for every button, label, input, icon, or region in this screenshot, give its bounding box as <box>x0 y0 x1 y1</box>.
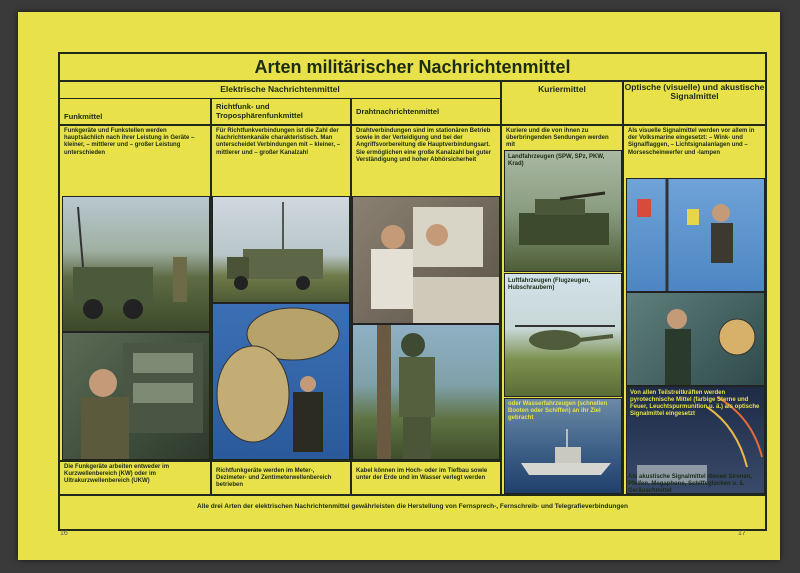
page-number-left: 16 <box>60 530 68 537</box>
divider <box>60 460 500 462</box>
photo-relay-truck <box>212 196 350 303</box>
photo-radio-operator <box>62 332 210 460</box>
caption-pyro: Von allen Teilstreitkräften werden pyrotechnische Mittel (farbige Sterne und Feuer, Leuchtspurmunition u. ä.) als optische Signalmittel eingesetzt <box>630 390 760 417</box>
band-optical: Optische (visuelle) und akustische Signalmittel <box>624 82 765 101</box>
photo-cable-soldier <box>352 324 500 460</box>
caption-land: Landfahrzeugen (SPW, SPz, PKW, Krad) <box>508 154 605 167</box>
page-title: Arten militärischer Nachrichtenmittel <box>60 54 765 82</box>
photo-signal-lamp <box>626 292 765 386</box>
draht-text: Drahtverbindungen sind im stationären Betrieb sowie in der Verteidigung und bei der Angriffsvorbereitung die Hauptverbindungsart. Sie ermöglichen eine große Kanalzahl bei guter Verständigung und hoher Abhörsicherheit <box>356 128 492 163</box>
kurier-text: Kuriere und die von ihnen zu überbringenden Sendungen werden mit <box>506 128 609 149</box>
footer-note: Alle drei Arten der elektrischen Nachrichtenmittel gewährleisten die Herstellung von Fernsprech-, Fernschreib- und Telegrafieverbindungen <box>60 494 765 529</box>
draht-head: Drahtnachrichtenmittel <box>356 107 440 116</box>
funk-text: Funkgeräte und Funkstellen werden hauptsächlich nach ihrer Leistung in Geräte – kleiner, – mittlerer und – großer Leistung unterschieden <box>64 128 195 156</box>
page-number-right: 17 <box>738 530 746 537</box>
funk-head: Funkmittel <box>64 112 103 121</box>
caption-air: Luftfahrzeugen (Flugzeugen, Hubschraubern) <box>508 278 590 291</box>
photo-dish-antenna <box>212 303 350 460</box>
richtfunk-caption: Richtfunkgeräte werden im Meter-, Dezimeter- und Zentimeterwellenbereich betrieben <box>216 468 332 489</box>
acoustic-caption: Als akustische Signalmittel dienen Sirenen, Pfeifen, Megaphone, Schiffsglocken u. ä. Geräuschmittel <box>628 474 753 495</box>
optisch-text: Als visuelle Signalmittel werden vor allem in der Volksmarine eingesetzt: – Wink- und Signalflaggen, – Lichtsignalanlagen und – Morsescheinwerfer und -lampen <box>628 128 755 156</box>
band-electric: Elektrische Nachrichtenmittel <box>60 80 500 99</box>
divider <box>502 124 765 126</box>
photo-switchboard <box>352 196 500 324</box>
caption-water: oder Wasserfahrzeugen (schnellen Booten oder Schiffen) an ihr Ziel gebracht <box>508 401 608 421</box>
photo-signal-flags <box>626 178 765 292</box>
band-courier: Kuriermittel <box>538 84 586 94</box>
richtfunk-text: Für Richtfunkverbindungen ist die Zahl der Nachrichtenkanäle charakteristisch. Man unterscheidet Verbindungen mit – kleiner, – mittlerer und – großer Kanalzahl <box>216 128 341 156</box>
funk-caption: Die Funkgeräte arbeiten entweder im Kurzwellenbereich (KW) oder im Ultrakurzwellenbereich (UKW) <box>64 464 170 485</box>
photo-radio-vehicle <box>62 196 210 332</box>
photo-land-vehicle <box>504 150 622 272</box>
draht-caption: Kabel können im Hoch- oder im Tiefbau sowie unter der Erde und im Wasser verlegt werden <box>356 468 488 482</box>
brochure-page <box>18 12 780 560</box>
divider <box>500 80 502 494</box>
chart-sheet <box>58 52 767 531</box>
richtfunk-head: Richtfunk- und Troposphärenfunkmittel <box>216 102 303 120</box>
divider <box>622 80 624 494</box>
divider <box>60 124 500 126</box>
